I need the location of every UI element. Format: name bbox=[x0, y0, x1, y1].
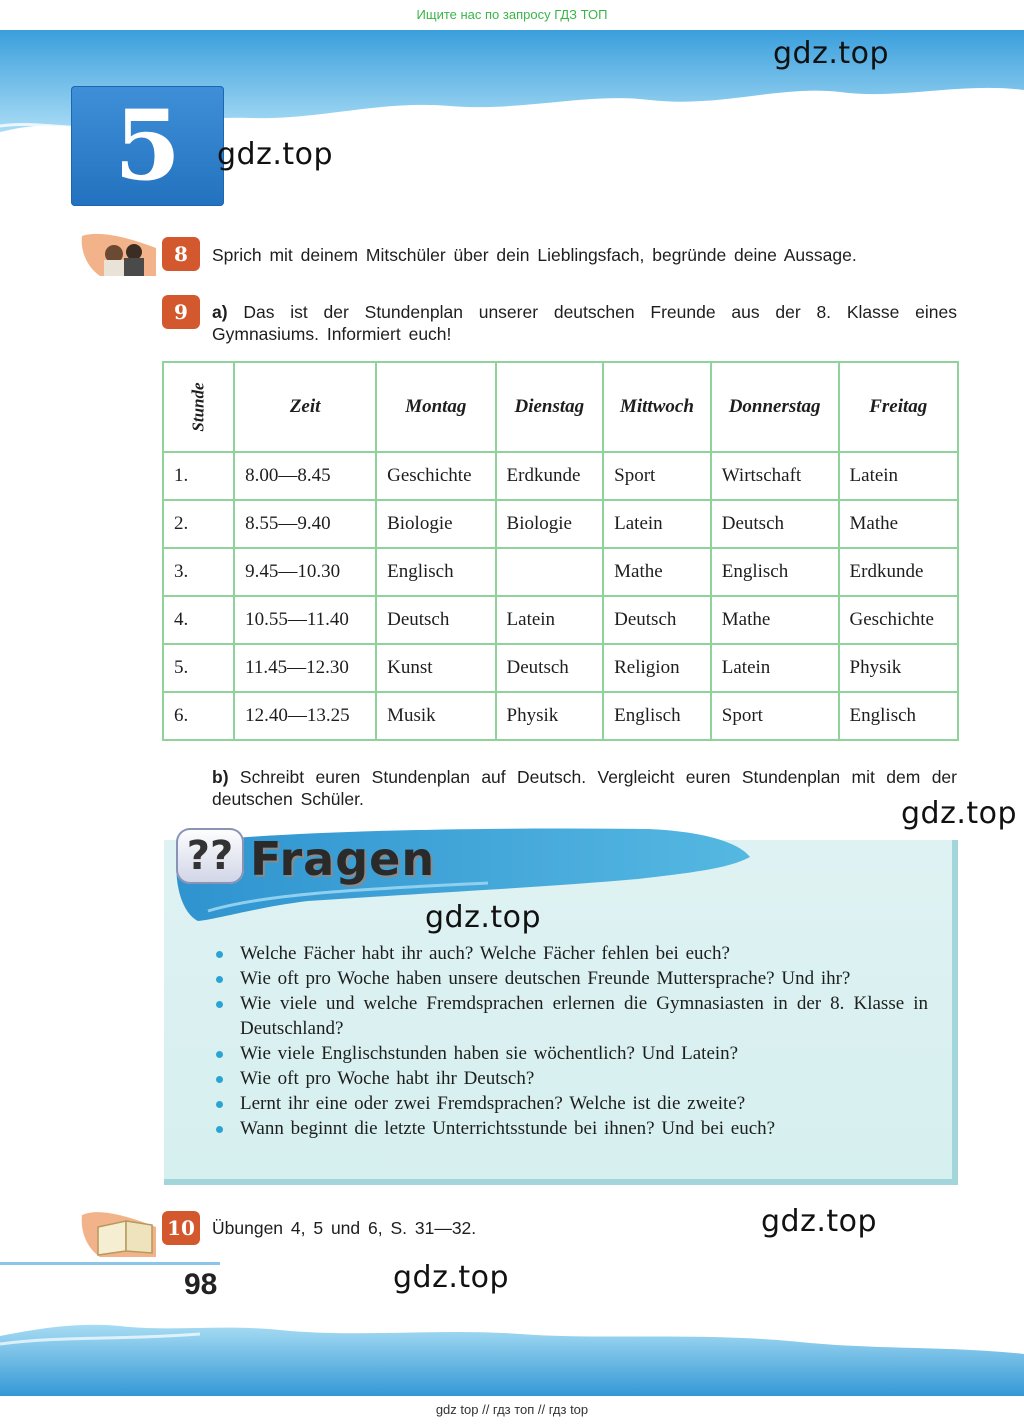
task-8-text: Sprich mit deinem Mitschüler über dein Lieblingsfach, begründe deine Aussage. bbox=[212, 245, 857, 265]
footer-links: gdz top // гдз топ // гдз top bbox=[435, 1402, 589, 1417]
fragen-question-list bbox=[216, 941, 928, 1141]
chapter-number: 5 bbox=[71, 86, 224, 206]
header-dienstag: Dienstag bbox=[496, 362, 604, 452]
timetable-header-row bbox=[163, 362, 958, 452]
table-cell: Erdkunde bbox=[839, 548, 958, 596]
bottom-rule bbox=[0, 1262, 220, 1265]
table-cell: 6. bbox=[163, 692, 234, 740]
table-cell: Mathe bbox=[711, 596, 839, 644]
list-item: Wann beginnt die letzte Unterrichtsstunde bei ihnen? Und bei euch? bbox=[216, 1116, 928, 1141]
list-item: Wie oft pro Woche habt ihr Deutsch? bbox=[216, 1066, 928, 1091]
task-9b-text: Schreibt euren Stundenplan auf Deutsch. Vergleicht euren Stundenplan mit dem der deutschen Schüler. bbox=[212, 767, 957, 809]
table-cell: Deutsch bbox=[496, 644, 604, 692]
task-9a-label: a) bbox=[212, 302, 228, 322]
table-cell: Sport bbox=[711, 692, 839, 740]
open-book-icon bbox=[80, 1205, 160, 1259]
pupils-talking-icon bbox=[80, 228, 160, 278]
table-cell: 12.40—13.25 bbox=[234, 692, 376, 740]
task-number-10: 10 bbox=[162, 1211, 200, 1245]
table-cell: Kunst bbox=[376, 644, 495, 692]
table-cell: 3. bbox=[163, 548, 234, 596]
table-cell: Mathe bbox=[839, 500, 958, 548]
header-donnerstag: Donnerstag bbox=[711, 362, 839, 452]
task-9b bbox=[212, 766, 957, 810]
task-9a bbox=[212, 301, 957, 345]
header-mittwoch: Mittwoch bbox=[603, 362, 711, 452]
table-cell: Latein bbox=[839, 452, 958, 500]
table-cell: Deutsch bbox=[711, 500, 839, 548]
table-cell: Mathe bbox=[603, 548, 711, 596]
table-cell: Musik bbox=[376, 692, 495, 740]
table-row bbox=[163, 452, 958, 500]
top-note: Ищите нас по запросу ГДЗ ТОП bbox=[416, 7, 608, 22]
question-marks-icon: ?? bbox=[176, 828, 244, 884]
table-row bbox=[163, 596, 958, 644]
table-cell: 2. bbox=[163, 500, 234, 548]
table-cell: 9.45—10.30 bbox=[234, 548, 376, 596]
list-item: Wie viele und welche Fremdsprachen erlernen die Gymnasiasten in der 8. Klasse in Deutschland? bbox=[216, 991, 928, 1041]
table-cell: Latein bbox=[496, 596, 604, 644]
fragen-title: Fragen bbox=[250, 832, 436, 886]
header-freitag: Freitag bbox=[839, 362, 958, 452]
table-cell: 5. bbox=[163, 644, 234, 692]
table-cell: 1. bbox=[163, 452, 234, 500]
header-stunde: Stunde bbox=[163, 362, 234, 452]
table-cell: Englisch bbox=[839, 692, 958, 740]
table-cell: 8.55—9.40 bbox=[234, 500, 376, 548]
table-cell: 4. bbox=[163, 596, 234, 644]
table-cell bbox=[496, 548, 604, 596]
watermark: gdz.top bbox=[761, 1204, 878, 1239]
table-cell: Geschichte bbox=[839, 596, 958, 644]
table-cell: Englisch bbox=[711, 548, 839, 596]
list-item: Lernt ihr eine oder zwei Fremdsprachen? Welche ist die zweite? bbox=[216, 1091, 928, 1116]
header-zeit: Zeit bbox=[234, 362, 376, 452]
table-row bbox=[163, 644, 958, 692]
watermark: gdz.top bbox=[217, 137, 334, 172]
table-cell: 8.00—8.45 bbox=[234, 452, 376, 500]
task-number-8: 8 bbox=[162, 237, 200, 271]
footer-wave-band bbox=[0, 1310, 1024, 1396]
table-row bbox=[163, 500, 958, 548]
table-cell: Geschichte bbox=[376, 452, 495, 500]
table-cell: Latein bbox=[711, 644, 839, 692]
page-number: 98 bbox=[184, 1268, 218, 1301]
list-item: Wie oft pro Woche haben unsere deutschen Freunde Muttersprache? Und ihr? bbox=[216, 966, 928, 991]
table-cell: Englisch bbox=[376, 548, 495, 596]
table-row bbox=[163, 548, 958, 596]
table-cell: Englisch bbox=[603, 692, 711, 740]
table-cell: Erdkunde bbox=[496, 452, 604, 500]
task-9b-label: b) bbox=[212, 767, 229, 787]
watermark: gdz.top bbox=[425, 900, 542, 935]
watermark: gdz.top bbox=[393, 1260, 510, 1295]
list-item: Wie viele Englischstunden haben sie wöchentlich? Und Latein? bbox=[216, 1041, 928, 1066]
table-cell: Deutsch bbox=[376, 596, 495, 644]
task-10-text: Übungen 4, 5 und 6, S. 31—32. bbox=[212, 1218, 477, 1238]
table-cell: Latein bbox=[603, 500, 711, 548]
table-row bbox=[163, 692, 958, 740]
table-cell: Physik bbox=[839, 644, 958, 692]
watermark: gdz.top bbox=[901, 796, 1018, 831]
header-montag: Montag bbox=[376, 362, 495, 452]
table-cell: Biologie bbox=[496, 500, 604, 548]
table-cell: 10.55—11.40 bbox=[234, 596, 376, 644]
table-cell: Sport bbox=[603, 452, 711, 500]
watermark: gdz.top bbox=[773, 36, 890, 71]
task-number-9: 9 bbox=[162, 295, 200, 329]
table-cell: 11.45—12.30 bbox=[234, 644, 376, 692]
table-cell: Wirtschaft bbox=[711, 452, 839, 500]
list-item: Welche Fächer habt ihr auch? Welche Fächer fehlen bei euch? bbox=[216, 941, 928, 966]
task-9a-text: Das ist der Stundenplan unserer deutschen Freunde aus der 8. Klasse eines Gymnasiums. Informiert euch! bbox=[212, 302, 957, 344]
table-cell: Biologie bbox=[376, 500, 495, 548]
table-cell: Religion bbox=[603, 644, 711, 692]
timetable bbox=[162, 361, 959, 741]
table-cell: Physik bbox=[496, 692, 604, 740]
table-cell: Deutsch bbox=[603, 596, 711, 644]
